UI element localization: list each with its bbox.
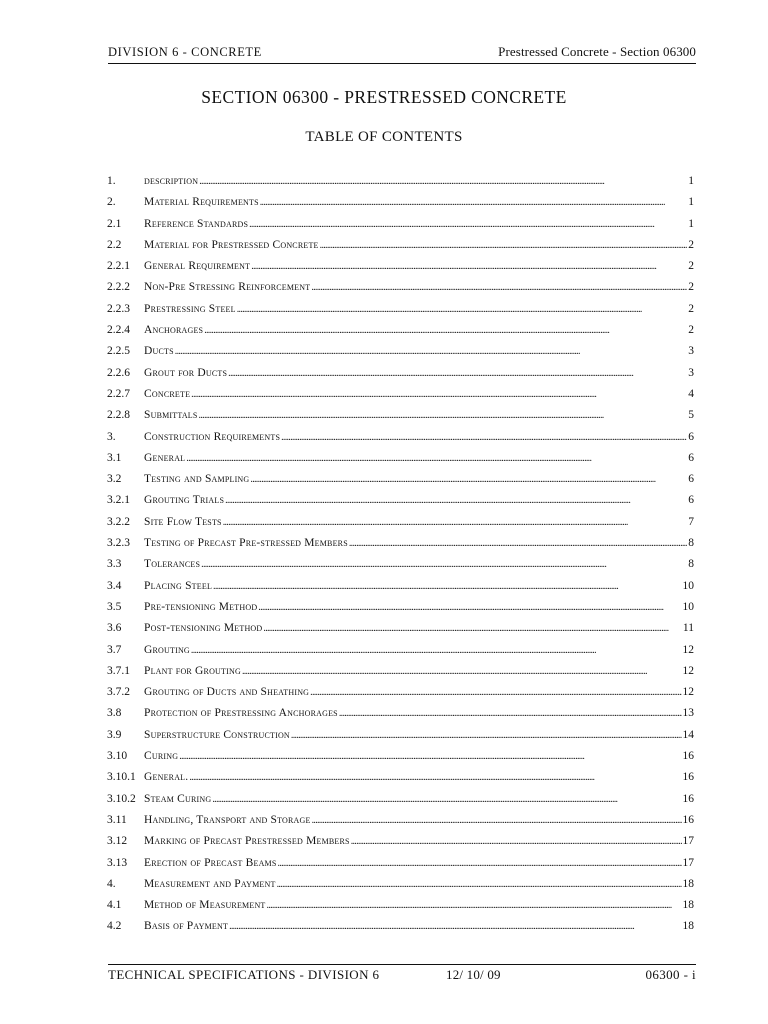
toc-entry-label: Plant for Grouting [144, 664, 241, 677]
toc-entry-page: 16 [682, 771, 694, 784]
toc-dot-leader [242, 661, 682, 682]
toc-entry-label: Steam Curing [144, 792, 212, 805]
toc-entry-page: 10 [682, 579, 694, 592]
toc-entry-label: Testing and Sampling [144, 473, 250, 486]
toc-entry-number: 3.4 [107, 579, 122, 592]
toc-entry-label: Marking of Precast Prestressed Members [144, 835, 350, 848]
footer-date: 12/ 10/ 09 [446, 967, 501, 982]
toc-entry[interactable] [107, 405, 694, 426]
toc-dot-leader [199, 405, 688, 426]
toc-entry-label: Placing Steel [144, 579, 213, 592]
toc-entry-label: Grouting Trials [144, 494, 225, 507]
toc-entry-number: 3. [107, 430, 116, 443]
table-of-contents [107, 171, 694, 938]
toc-entry[interactable] [107, 192, 694, 213]
toc-dot-leader [291, 725, 682, 746]
toc-dot-leader [213, 576, 681, 597]
toc-entry[interactable] [107, 725, 694, 746]
toc-dot-leader [311, 277, 687, 298]
toc-entry-page: 1 [688, 175, 694, 187]
toc-entry-label: Basis of Payment [144, 920, 229, 933]
toc-entry-number: 3.7 [107, 643, 122, 656]
toc-entry-number: 1. [107, 175, 116, 187]
toc-entry-page: 16 [682, 750, 694, 763]
toc-entry-label: Submittals [144, 409, 198, 422]
toc-entry-number: 3.9 [107, 728, 122, 741]
toc-entry[interactable] [107, 874, 694, 895]
toc-entry-page: 2 [688, 281, 694, 294]
toc-entry-label: Site Flow Tests [144, 515, 222, 528]
header-section: Prestressed Concrete - Section 06300 [498, 44, 696, 59]
toc-entry-label: Erection of Precast Beams [144, 856, 277, 869]
toc-entry-page: 12 [682, 643, 694, 656]
toc-entry-label: Pre-tensioning Method [144, 600, 258, 613]
toc-heading: TABLE OF CONTENTS [305, 129, 463, 145]
toc-dot-leader [204, 320, 687, 341]
toc-dot-leader [225, 490, 687, 511]
toc-entry-page: 1 [688, 196, 694, 209]
toc-entry-number: 4.2 [107, 920, 122, 933]
toc-entry-number: 2.2.2 [107, 281, 130, 294]
toc-entry[interactable] [107, 384, 694, 405]
toc-dot-leader [351, 831, 682, 852]
toc-entry-page: 2 [688, 260, 694, 273]
toc-entry[interactable] [107, 235, 694, 256]
toc-entry[interactable] [107, 746, 694, 767]
toc-entry-number: 2.2.3 [107, 302, 130, 315]
document-title: SECTION 06300 - PRESTRESSED CONCRETE [201, 87, 567, 107]
toc-entry[interactable] [107, 810, 694, 831]
toc-dot-leader [267, 895, 682, 916]
toc-entry-number: 3.7.2 [107, 686, 130, 699]
toc-entry[interactable] [107, 576, 694, 597]
toc-entry[interactable] [107, 916, 694, 937]
toc-entry-number: 3.5 [107, 600, 122, 613]
toc-entry-number: 2.2.8 [107, 409, 130, 422]
toc-entry-number: 3.2.1 [107, 494, 130, 507]
toc-entry-number: 3.2.2 [107, 515, 130, 528]
toc-entry[interactable] [107, 597, 694, 618]
toc-entry-number: 3.13 [107, 856, 128, 869]
toc-entry-label: Protection of Prestressing Anchorages [144, 707, 338, 720]
toc-dot-leader [201, 554, 687, 575]
toc-entry-label: Curing [144, 750, 179, 763]
toc-entry-page: 16 [682, 792, 694, 805]
toc-entry-page: 5 [688, 409, 694, 422]
toc-entry[interactable] [107, 320, 694, 341]
toc-dot-leader [312, 810, 682, 831]
page-footer [108, 964, 696, 983]
toc-entry-label: General. [144, 771, 189, 784]
toc-entry[interactable] [107, 277, 694, 298]
toc-entry-page: 4 [688, 387, 694, 400]
toc-entry[interactable] [107, 831, 694, 852]
toc-entry-number: 3.11 [107, 813, 127, 826]
toc-entry-number: 4. [107, 877, 116, 890]
toc-entry[interactable] [107, 661, 694, 682]
toc-entry-number: 3.12 [107, 835, 128, 848]
toc-entry-label: description [144, 175, 199, 187]
toc-entry-page: 17 [682, 856, 694, 869]
toc-entry-label: Construction Requirements [144, 430, 281, 443]
toc-entry-label: Testing of Precast Pre-stressed Members [144, 537, 348, 550]
toc-dot-leader [223, 512, 688, 533]
toc-entry-page: 13 [682, 707, 694, 720]
toc-entry[interactable] [107, 789, 694, 810]
toc-entry-number: 3.6 [107, 622, 122, 635]
toc-dot-leader [186, 448, 687, 469]
toc-dot-leader [229, 916, 681, 937]
toc-entry[interactable] [107, 512, 694, 533]
toc-entry-page: 2 [688, 324, 694, 337]
toc-entry-label: Superstructure Construction [144, 728, 290, 741]
toc-entry-number: 3.2 [107, 473, 122, 486]
toc-entry[interactable] [107, 469, 694, 490]
toc-entry-label: Non-Pre Stressing Reinforcement [144, 281, 311, 294]
toc-entry-label: Concrete [144, 387, 191, 400]
toc-entry-number: 3.3 [107, 558, 122, 571]
toc-entry[interactable] [107, 703, 694, 724]
toc-dot-leader [320, 235, 688, 256]
toc-entry-number: 3.8 [107, 707, 122, 720]
toc-dot-leader [228, 363, 687, 384]
toc-entry[interactable] [107, 640, 694, 661]
toc-entry-number: 3.10.2 [107, 792, 136, 805]
toc-entry-label: Method of Measurement [144, 899, 266, 912]
toc-entry-page: 18 [682, 899, 694, 912]
toc-entry-page: 6 [688, 494, 694, 507]
toc-dot-leader [339, 703, 682, 724]
toc-entry-label: Measurement and Payment [144, 877, 276, 890]
toc-dot-leader [189, 767, 681, 788]
toc-entry-page: 18 [682, 877, 694, 890]
toc-entry[interactable] [107, 256, 694, 277]
toc-dot-leader [310, 682, 681, 703]
toc-entry-label: Material for Prestressed Concrete [144, 238, 319, 251]
toc-entry-page: 1 [688, 217, 694, 230]
toc-entry-label: Tolerances [144, 558, 201, 571]
toc-entry-page: 6 [688, 451, 694, 464]
toc-entry-page: 7 [688, 515, 694, 528]
toc-entry[interactable] [107, 299, 694, 320]
toc-entry[interactable] [107, 448, 694, 469]
toc-entry-page: 18 [682, 920, 694, 933]
toc-entry[interactable] [107, 490, 694, 511]
toc-dot-leader [349, 533, 687, 554]
toc-entry[interactable] [107, 363, 694, 384]
footer-spec-title: TECHNICAL SPECIFICATIONS - DIVISION 6 [108, 967, 380, 982]
toc-entry-number: 2.2 [107, 238, 122, 251]
toc-dot-leader [278, 853, 682, 874]
toc-dot-leader [251, 256, 687, 277]
toc-entry-label: Post-tensioning Method [144, 622, 263, 635]
toc-dot-leader [249, 214, 687, 235]
toc-dot-leader [212, 789, 681, 810]
toc-entry-page: 16 [682, 813, 694, 826]
toc-entry[interactable] [107, 853, 694, 874]
toc-entry-label: Grouting of Ducts and Sheathing [144, 686, 310, 699]
toc-entry-label: Grouting [144, 643, 190, 656]
toc-dot-leader [191, 640, 682, 661]
footer-page-number: 06300 - i [645, 967, 696, 982]
toc-dot-leader [237, 299, 688, 320]
toc-entry-label: General Requirement [144, 260, 251, 273]
toc-entry[interactable] [107, 214, 694, 235]
toc-entry-label: Reference Standards [144, 217, 249, 230]
toc-entry[interactable] [107, 618, 694, 639]
toc-entry-page: 12 [682, 686, 694, 699]
toc-entry-label: Prestressing Steel [144, 302, 236, 315]
toc-entry-number: 2.1 [107, 217, 122, 230]
toc-entry-number: 4.1 [107, 899, 122, 912]
toc-entry-page: 2 [688, 302, 694, 315]
toc-entry-page: 12 [682, 664, 694, 677]
toc-entry[interactable] [107, 533, 694, 554]
toc-entry-page: 10 [682, 600, 694, 613]
toc-entry-page: 2 [688, 238, 694, 251]
toc-entry-page: 11 [682, 622, 694, 635]
toc-entry-number: 2.2.1 [107, 260, 130, 273]
toc-dot-leader [258, 597, 681, 618]
toc-entry-page: 3 [688, 366, 694, 379]
toc-entry-page: 14 [682, 728, 694, 741]
toc-entry-number: 2.2.5 [107, 345, 130, 358]
toc-entry-page: 17 [682, 835, 694, 848]
toc-entry[interactable] [107, 554, 694, 575]
page-header [108, 44, 696, 64]
toc-dot-leader [175, 341, 687, 362]
toc-entry[interactable] [107, 895, 694, 916]
toc-entry-page: 6 [688, 473, 694, 486]
toc-entry-page: 8 [688, 558, 694, 571]
toc-dot-leader [250, 469, 687, 490]
toc-entry-label: Ducts [144, 345, 174, 358]
toc-entry-number: 3.2.3 [107, 537, 130, 550]
toc-entry-number: 2.2.6 [107, 366, 130, 379]
toc-entry-page: 6 [688, 430, 694, 443]
toc-entry[interactable] [107, 767, 694, 788]
toc-entry-label: Anchorages [144, 324, 204, 337]
toc-entry-number: 2. [107, 196, 116, 209]
toc-entry[interactable] [107, 682, 694, 703]
toc-entry-number: 2.2.4 [107, 324, 130, 337]
toc-entry-page: 3 [688, 345, 694, 358]
toc-entry-number: 3.1 [107, 451, 122, 464]
toc-dot-leader [263, 618, 682, 639]
toc-dot-leader [281, 427, 687, 448]
toc-entry-label: Material Requirements [144, 196, 259, 209]
toc-entry-number: 3.10.1 [107, 771, 136, 784]
toc-entry-label: Handling, Transport and Storage [144, 813, 311, 826]
toc-dot-leader [179, 746, 681, 767]
toc-entry[interactable] [107, 341, 694, 362]
toc-entry-number: 3.10 [107, 750, 128, 763]
toc-entry-page: 8 [688, 537, 694, 550]
toc-entry-number: 2.2.7 [107, 387, 130, 400]
toc-dot-leader [260, 192, 688, 213]
toc-entry-label: Grout for Ducts [144, 366, 228, 379]
toc-dot-leader [277, 874, 682, 895]
toc-dot-leader [191, 384, 687, 405]
header-division: DIVISION 6 - CONCRETE [108, 45, 262, 59]
toc-entry-number: 3.7.1 [107, 664, 130, 677]
toc-entry[interactable] [107, 427, 694, 448]
toc-dot-leader [199, 171, 687, 192]
toc-entry[interactable] [107, 171, 694, 192]
toc-entry-label: General [144, 451, 186, 464]
